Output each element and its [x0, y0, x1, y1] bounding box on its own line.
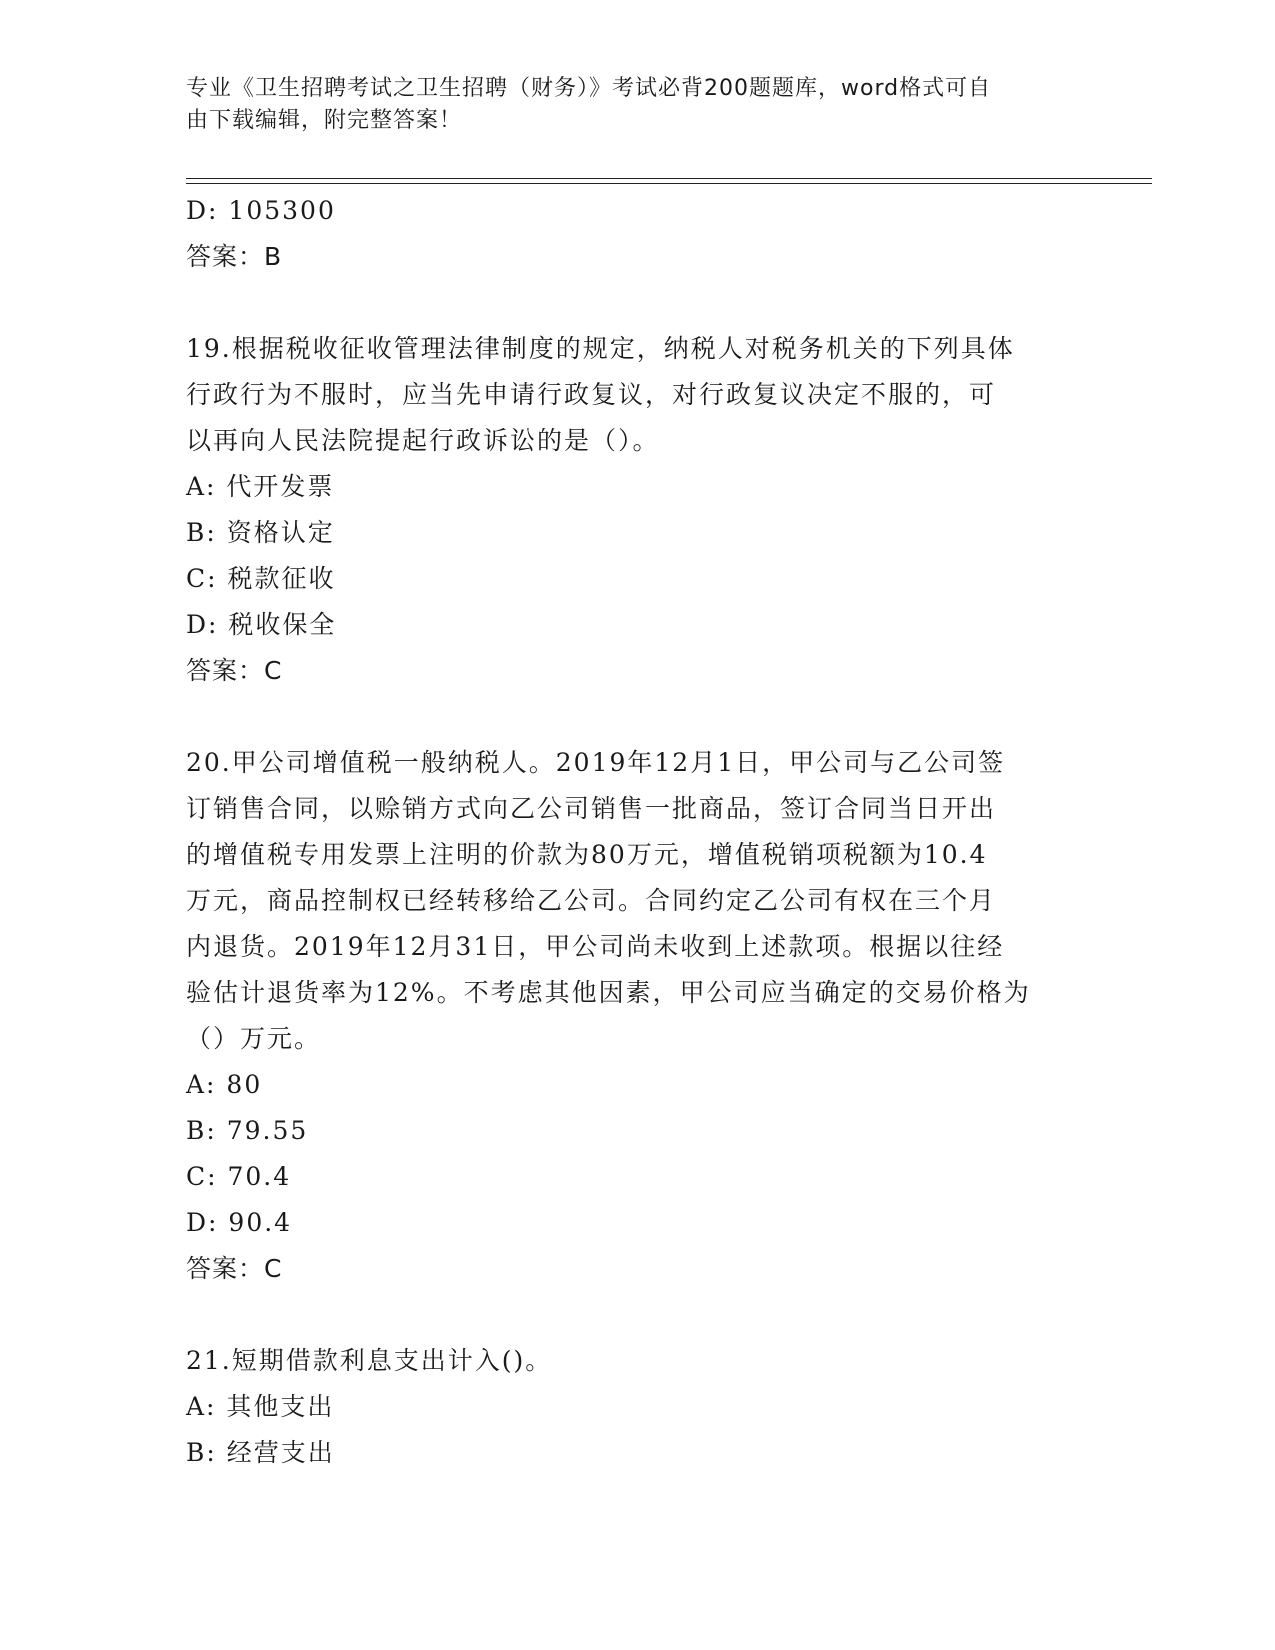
q19-option-d: D: 税收保全	[186, 610, 337, 639]
document-header	[186, 73, 1066, 137]
header-divider-top	[186, 178, 1152, 179]
question-21	[186, 1338, 1086, 1476]
q20-option-b: B: 79.55	[186, 1116, 309, 1145]
header-divider-bottom	[186, 183, 1152, 184]
question-19	[186, 326, 1086, 694]
q20-option-d: D: 90.4	[186, 1208, 293, 1237]
q18-option-d: D: 105300	[186, 196, 336, 225]
header-title-line-2: 由下载编辑，附完整答案！	[186, 108, 463, 133]
q19-option-a: A: 代开发票	[186, 472, 335, 501]
spacer	[186, 1292, 1086, 1338]
q18-answer: 答案：B	[186, 242, 283, 271]
q20-option-a: A: 80	[186, 1070, 263, 1099]
q20-stem-line-3: 的增值税专用发票上注明的价款为80万元，增值税销项税额为10.4	[186, 840, 988, 869]
q20-stem-line-1: 20.甲公司增值税一般纳税人。2019年12月1日，甲公司与乙公司签	[186, 748, 1006, 777]
q20-stem-line-4: 万元，商品控制权已经转移给乙公司。合同约定乙公司有权在三个月	[186, 886, 997, 915]
q20-stem-line-5: 内退货。2019年12月31日，甲公司尚未收到上述款项。根据以往经	[186, 932, 1005, 961]
question-18-tail	[186, 188, 1086, 280]
header-title-line-1: 专业《卫生招聘考试之卫生招聘（财务）》考试必背200题题库，word格式可自	[186, 76, 992, 101]
q19-stem-line-1: 19.根据税收征收管理法律制度的规定，纳税人对税务机关的下列具体	[186, 334, 1015, 363]
q19-stem-line-3: 以再向人民法院提起行政诉讼的是（）。	[186, 426, 660, 455]
spacer	[186, 694, 1086, 740]
document-body	[186, 188, 1086, 1476]
q20-stem-line-7: （）万元。	[186, 1024, 322, 1053]
question-20	[186, 740, 1086, 1292]
q21-option-a: A: 其他支出	[186, 1392, 335, 1421]
q20-stem-line-2: 订销售合同，以赊销方式向乙公司销售一批商品，签订合同当日开出	[186, 794, 997, 823]
q20-option-c: C: 70.4	[186, 1162, 292, 1191]
q21-option-b: B: 经营支出	[186, 1438, 335, 1467]
q19-option-b: B: 资格认定	[186, 518, 335, 547]
q19-stem-line-2: 行政行为不服时，应当先申请行政复议，对行政复议决定不服的，可	[186, 380, 997, 409]
spacer	[186, 280, 1086, 326]
q19-answer: 答案：C	[186, 656, 283, 685]
q20-stem-line-6: 验估计退货率为12%。不考虑其他因素，甲公司应当确定的交易价格为	[186, 978, 1031, 1007]
q20-answer: 答案：C	[186, 1254, 283, 1283]
q19-option-c: C: 税款征收	[186, 564, 336, 593]
q21-stem-line-1: 21.短期借款利息支出计入()。	[186, 1346, 553, 1375]
